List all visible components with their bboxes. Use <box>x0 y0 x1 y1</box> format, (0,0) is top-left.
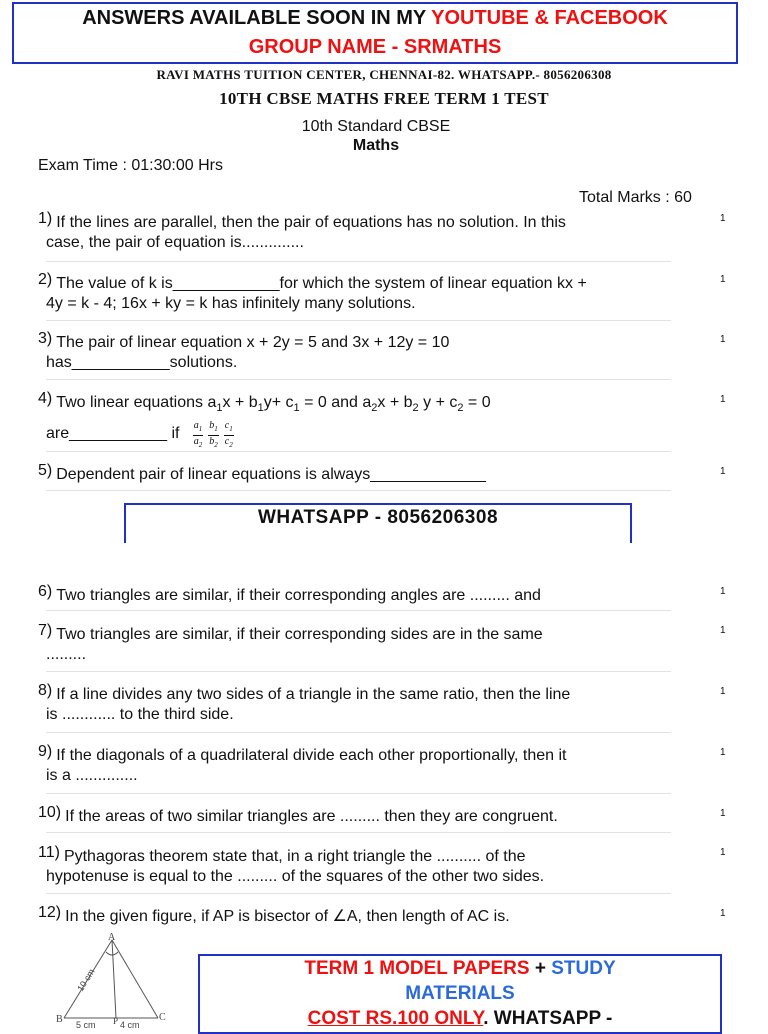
bisector-ap <box>112 940 116 1018</box>
question-mark: 1 <box>720 586 726 597</box>
promo-study: STUDY <box>551 958 616 979</box>
divider <box>46 793 671 794</box>
whatsapp-box <box>124 503 632 543</box>
question-text: If the lines are parallel, then the pair of equations has no solution. In this <box>56 214 566 231</box>
question-text: The pair of linear equation x + 2y = 5 and 3x + 12y = 10 <box>56 334 450 351</box>
test-title: 10TH CBSE MATHS FREE TERM 1 TEST <box>219 89 549 108</box>
question-mark: 1 <box>720 466 726 477</box>
divider <box>46 451 671 452</box>
tuition-center-info: RAVI MATHS TUITION CENTER, CHENNAI-82. WHATSAPP.- 8056206308 <box>156 67 612 82</box>
question-text: y + c <box>418 394 458 411</box>
question-text: If the areas of two similar triangles are ......... then they are congruent. <box>65 808 558 825</box>
vertex-a-label: A <box>108 932 116 943</box>
exam-time: Exam Time : 01:30:00 Hrs <box>38 157 223 174</box>
question-mark: 1 <box>720 808 726 819</box>
banner-highlight: YOUTUBE & FACEBOOK <box>431 7 668 29</box>
promo-materials: MATERIALS <box>405 983 515 1004</box>
question-number: 4) <box>38 390 53 407</box>
question-text: = 0 and a <box>299 394 372 411</box>
divider <box>46 832 671 833</box>
question-number: 3) <box>38 330 53 347</box>
promo-model-papers: TERM 1 MODEL PAPERS <box>304 958 530 979</box>
question-text: x + b <box>222 394 258 411</box>
segment-pc-length: 4 cm <box>120 1020 140 1030</box>
point-p-label: P <box>113 1016 119 1026</box>
side-ab-length: 10 cm <box>75 966 97 994</box>
question-11 <box>38 843 670 887</box>
subscript: 2 <box>412 402 419 415</box>
question-text-cont <box>38 420 670 451</box>
fraction-b: $\frac{b_1}{b_2}$ <box>209 420 218 450</box>
promo-whatsapp: . WHATSAPP - <box>483 1008 613 1029</box>
question-mark: 1 <box>720 908 726 919</box>
divider <box>46 610 671 611</box>
question-text: Two linear equations a <box>56 394 217 411</box>
vertex-c-label: C <box>159 1012 166 1023</box>
question-text-cont: is a .............. <box>46 767 138 784</box>
question-mark: 1 <box>720 394 726 405</box>
subscript: 2 <box>457 402 464 415</box>
divider <box>46 893 671 894</box>
question-text: Pythagoras theorem state that, in a right triangle the .......... of the <box>63 848 526 865</box>
question-text: Two triangles are similar, if their corresponding angles are ......... and <box>56 587 541 604</box>
angle-arc <box>106 952 118 955</box>
question-text: Two triangles are similar, if their corresponding sides are in the same <box>56 626 543 643</box>
question-text: The value of k is____________for which the system of linear equation kx + <box>56 275 587 292</box>
question-text: In the given figure, if AP is bisector of ∠A, then length of AC is. <box>65 908 510 925</box>
banner-group-name: GROUP NAME - SRMATHS <box>248 36 502 58</box>
divider <box>46 732 671 733</box>
divider <box>46 379 671 380</box>
question-text: x + b <box>377 394 413 411</box>
question-7 <box>38 621 670 665</box>
question-number: 12) <box>38 904 62 921</box>
triangle-figure <box>50 930 180 1030</box>
question-text-cont: is ............ to the third side. <box>46 706 234 723</box>
question-number: 5) <box>38 462 53 479</box>
subscript: 1 <box>257 402 264 415</box>
subject-label: Maths <box>352 137 400 154</box>
question-number: 11) <box>38 844 60 861</box>
promo-cost: COST RS.100 ONLY <box>307 1008 484 1029</box>
side-ac <box>112 940 158 1018</box>
question-text: If a line divides any two sides of a triangle in the same ratio, then the line <box>56 686 571 703</box>
question-mark: 1 <box>720 274 726 285</box>
whatsapp-number: WHATSAPP - 8056206308 <box>257 507 499 528</box>
question-text: = 0 <box>463 394 491 411</box>
question-2 <box>38 270 670 314</box>
question-text-cont: 4y = k - 4; 16x + ky = k has infinitely many solutions. <box>46 295 416 312</box>
announcement-banner <box>12 2 738 64</box>
divider <box>46 490 671 491</box>
banner-line-1 <box>14 4 736 33</box>
question-4 <box>38 389 670 451</box>
question-9 <box>38 742 670 786</box>
question-3 <box>38 329 670 373</box>
promo-line-1 <box>200 956 720 981</box>
question-text-cont: hypotenuse is equal to the ......... of the squares of the other two sides. <box>46 868 545 885</box>
question-number: 1) <box>38 210 53 227</box>
segment-bp-length: 5 cm <box>76 1020 96 1030</box>
question-mark: 1 <box>720 625 726 636</box>
question-mark: 1 <box>720 847 726 858</box>
question-5 <box>38 461 670 485</box>
question-number: 10) <box>38 804 62 821</box>
divider <box>46 320 671 321</box>
total-marks: Total Marks : 60 <box>579 189 692 206</box>
standard-label: 10th Standard CBSE <box>301 118 451 135</box>
question-12 <box>38 903 670 927</box>
question-number: 7) <box>38 622 53 639</box>
question-text-cont: case, the pair of equation is.............. <box>46 234 304 251</box>
divider <box>46 261 671 262</box>
question-text-cont: has___________solutions. <box>46 354 238 371</box>
subscript: 2 <box>371 402 378 415</box>
question-8 <box>38 681 670 725</box>
promo-box <box>198 954 722 1034</box>
question-text: Dependent pair of linear equations is always_____________ <box>56 466 486 483</box>
question-text: y+ c <box>263 394 294 411</box>
question-number: 2) <box>38 271 53 288</box>
question-text-cont: ......... <box>46 646 87 663</box>
subscript: 1 <box>293 402 300 415</box>
question-mark: 1 <box>720 213 726 224</box>
question-number: 6) <box>38 583 53 600</box>
promo-line-3 <box>200 1006 720 1031</box>
fraction-c: $\frac{c_1}{c_2}$ <box>224 420 233 450</box>
question-text: are___________ if <box>46 425 180 443</box>
promo-plus: + <box>529 958 552 979</box>
question-10 <box>38 803 670 827</box>
question-number: 8) <box>38 682 53 699</box>
question-6 <box>38 582 670 606</box>
fraction-a: $\frac{a_1}{a_2}$ <box>193 420 203 450</box>
question-mark: 1 <box>720 747 726 758</box>
vertex-b-label: B <box>56 1014 63 1025</box>
banner-prefix: ANSWERS AVAILABLE SOON IN MY <box>82 7 432 29</box>
question-text: If the diagonals of a quadrilateral divide each other proportionally, then it <box>56 747 567 764</box>
question-1 <box>38 209 670 253</box>
question-mark: 1 <box>720 334 726 345</box>
question-number: 9) <box>38 743 53 760</box>
subscript: 1 <box>216 402 223 415</box>
question-mark: 1 <box>720 686 726 697</box>
divider <box>46 671 671 672</box>
